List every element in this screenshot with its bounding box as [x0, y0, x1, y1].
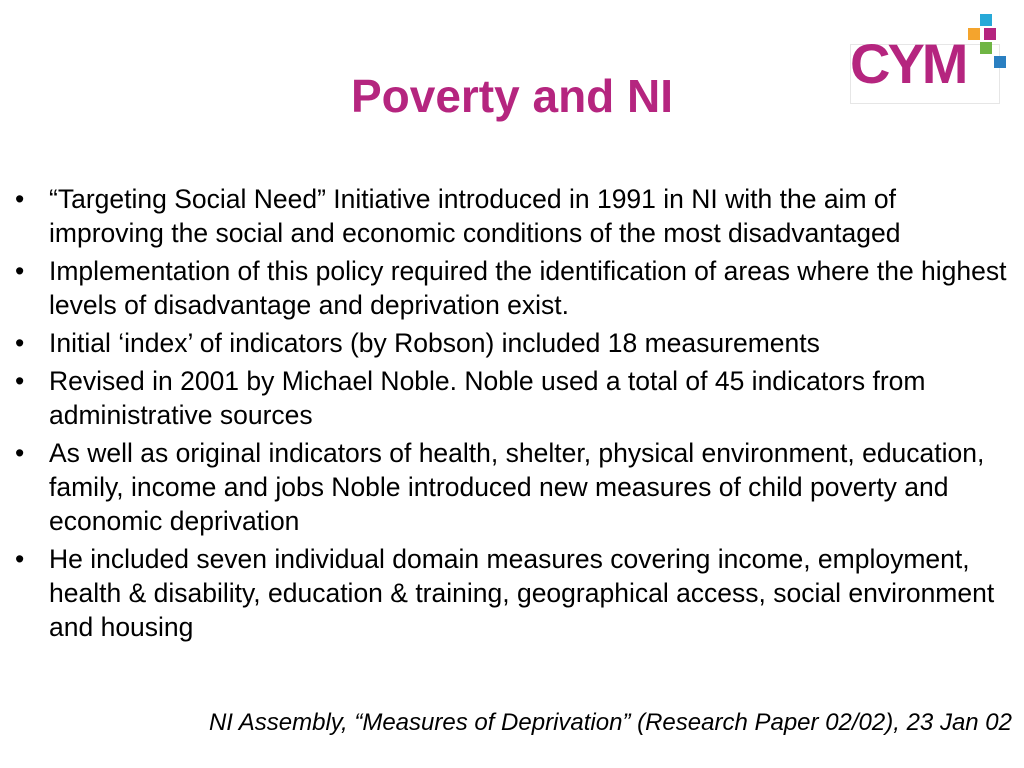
- bullet-icon: •: [15, 438, 25, 468]
- bullet-item: [15, 436, 1015, 538]
- bullet-list: [15, 182, 1015, 648]
- cym-logo: [850, 14, 1004, 94]
- bullet-icon: •: [15, 184, 25, 214]
- bullet-icon: •: [15, 366, 25, 396]
- bullet-item: [15, 326, 1015, 360]
- bullet-text: “Targeting Social Need” Initiative introduced in 1991 in NI with the aim of improving the social and economic conditions of the most disadvantaged: [49, 184, 901, 248]
- citation: NI Assembly, “Measures of Deprivation” (Research Paper 02/02), 23 Jan 02: [208, 709, 1012, 736]
- bullet-item: [15, 542, 1015, 644]
- bullet-text: He included seven individual domain measures covering income, employment, health & disability, education & training, geographical access, social environment and housing: [49, 544, 995, 642]
- slide-title: Poverty and NI: [350, 70, 674, 122]
- bullet-text: Revised in 2001 by Michael Noble. Noble used a total of 45 indicators from administrative sources: [49, 366, 926, 430]
- bullet-icon: •: [15, 328, 25, 358]
- bullet-text: As well as original indicators of health, shelter, physical environment, education, family, income and jobs Noble introduced new measures of child poverty and economic deprivation: [49, 438, 985, 536]
- bullet-item: [15, 182, 1015, 250]
- logo-square-blue: [980, 14, 992, 26]
- bullet-icon: •: [15, 544, 25, 574]
- logo-square-darkblue: [994, 56, 1006, 68]
- bullet-text: Implementation of this policy required the identification of areas where the highest levels of disadvantage and deprivation exist.: [49, 256, 1007, 320]
- bullet-item: [15, 254, 1015, 322]
- bullet-item: [15, 364, 1015, 432]
- logo-text: CYM: [850, 32, 966, 95]
- logo-square-green: [980, 42, 992, 54]
- bullet-icon: •: [15, 256, 25, 286]
- logo-square-magenta: [984, 28, 996, 40]
- bullet-text: Initial ‘index’ of indicators (by Robson) included 18 measurements: [49, 328, 820, 358]
- logo-square-orange: [968, 28, 980, 40]
